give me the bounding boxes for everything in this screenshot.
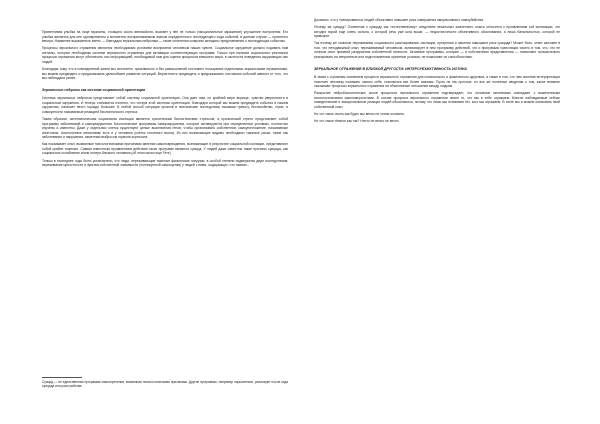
right-paragraph-2: Почему же суицид? Означение к суициду как «естественному» следствию печальных жизненного опыта относится к проявлениям той мотивации, что сегодня порой еще очень сильна, о которой речь уже шла выше, — недостаточности объективного обоснования, а лишь банальностью, которой не привыкли. bbox=[314, 25, 560, 39]
footnote-text: Суицид — не единственная программа самоотречения, вызванная психологическими причинами. Другие программы, например нарколепсия, реализуют после кода суицида или расстройства. bbox=[42, 380, 288, 389]
left-paragraph-5: Таким образом, систематическая социальная изоляция является хроническим биологическим стрессом, а хронический стресс представляет собой программу заболеваний и саморазрушения. Биологические программы саморазрушения, которые активируются при определенных условиях, полностью изучены и известны. Даже у отдельных клеток существуют целые выключения генов, чтобы организовать собственное самоуничтожение, называемые апоптозом. Аналогичные механизмы есть и у человека (клеток головного мозга). Из них возникающие видимо необходимо тяжелые риски, такие как заболевания и нарушения, заметным выбросом гормона кортизола. bbox=[42, 116, 288, 140]
footnote-divider bbox=[42, 377, 82, 378]
left-paragraph-2: Процессы зеркального отражения являются необходимым условием восприятия человеком наших чувств. Социальное окружение должно подавать нам сигналы, которые необходимы системе зеркального отражения для активации соответствующих программ. Только при наличии социального резонанса процессы отражения могут обеспечить нас информацией, необходимой нам для оценки процессов внешнего мира, в частности поведения окружающих нас людей. bbox=[42, 46, 288, 64]
left-paragraph-1: Приветливая улыбка на лице мужчины, стоящего около автомобиля, вызовет у нее не только (эмоциональное заражение) улучшение настроения. Его улыбка является для нее одновременно и мгновенно воспринимаемым знаком определенного последующего хода событий, в данном случае — приятного вечера. Наименее выраженное звено — благодаря зеркальным нейронам — такие сплетения созвучны женщины представления о последующих событиях. bbox=[42, 30, 288, 44]
right-page bbox=[300, 0, 600, 424]
section-heading-intersubjectivity: ЗЕРКАЛЬНОЕ ОТРАЖЕНИЕ В БЛИЗКОЙ ДРУГОСТИ: ИНТЕРСУБЪЕКТИВНОСТЬ ИОТИНА bbox=[314, 66, 467, 71]
right-paragraph-4: В связи с огромным значением процесса зеркального отражения для психического и физического здоровья, а также в том, что чем система интерпретации помогает человеку понимать самого себя, становится все более важным. Пусть не так простые, но все же полезные сведения о том, какое влияние оказывают процессы зеркального отражения на объективные отношения между людьми. bbox=[314, 75, 560, 89]
footnote bbox=[42, 380, 288, 388]
left-paragraph-4: Система зеркальных нейронов представляет собой систему социальной ориентации. Она дает нам, по крайней мере вкратце, чувство уверенности в социальном окружении. И теперь становится понятно, что потеря этой системы ориентации, благодаря которой мы можем предвидеть события в нашем окружении, означает нечто гораздо большее. В любой способ ситуации органов в психические последствия, вызывая тревогу, беспокойство, страх, в совокупности называемые реакцией биологического стресса. bbox=[42, 96, 288, 114]
left-paragraph-7: Только в последнее годы было установлено, что люди, переживающие тяжелые физические нагрузки, в особой степени подвержены двум последствиям: переживание целостности и чувства собственной значимости (полноценной самооценки) у людей с ними, ощущающих, что такими... bbox=[42, 158, 288, 168]
right-paragraph-5: Раскрытие нейробиологических основ процессов зеркального отражения подтверждает, что основные механизмы совпадают с выявленными психологическими закономерностями. В основе процесса зеркального отражения лежит то, что мы в себе отражаем. Многие наблюдаемые сейчас поведенческие и эмоциональные реакции людей объясняются, потому что лишь мы понимаем тех, кого мы отражаем. В итоге мы и можем описывать свой собственный опыт. bbox=[314, 91, 560, 109]
right-paragraph-6: Но что такое очень как будто мы вечно не хотим оставить. bbox=[314, 112, 405, 117]
right-paragraph-1: Доказано, что у тренированных людей объективно повышен риск совершения импульсивного самоубийства. bbox=[314, 18, 484, 22]
left-paragraph-6: Как показывает опыт, вызванные психологическими причинами явления самоповреждения, возникающие в результате социальной изоляции, представляют собой крайне тяжелые. Самым известным проявлением действия таких программ является суицид. У людей даже известны такие причины суицида, как социальное ослабление и/или потеря близкого человека (об этом писал еще Гете). bbox=[42, 142, 288, 156]
right-last-line: Но что такое тёмное как так? Ничто не вечно не вечно. bbox=[314, 119, 400, 124]
right-paragraph-3: Так почему же сильные переживания социального разочарования, изоляции, презрения и насилия повышают риск суицида? Может быть, ответ заложен в том, что неподвижный опыт, переживаемый человеком, активизирует в нем программу действий, что и программа трансляции своего в том, что, что не личным опыт прежний разрушения собственной личности. Активные программы, которые — в собственном представлении — позволяют положительно реагировать на неприятные или подготовленные приятные условия, не позволяют их способностями. bbox=[314, 41, 560, 60]
section-heading-mirror-neurons: Зеркальные нейроны как система социальной ориентации bbox=[42, 87, 146, 92]
left-paragraph-3: Благодаря тому, что в повседневной жизни мы спонтанно, произвольно и без размышлений постоянно пользуемся отдельными зеркальными отражениями, мы можем предвидеть и предсказывать дальнейшее развитие ситуаций. Вероятность предвидеть и предсказывать состоянию событий зависит от того, что мы наблюдали ранее. bbox=[42, 67, 288, 81]
